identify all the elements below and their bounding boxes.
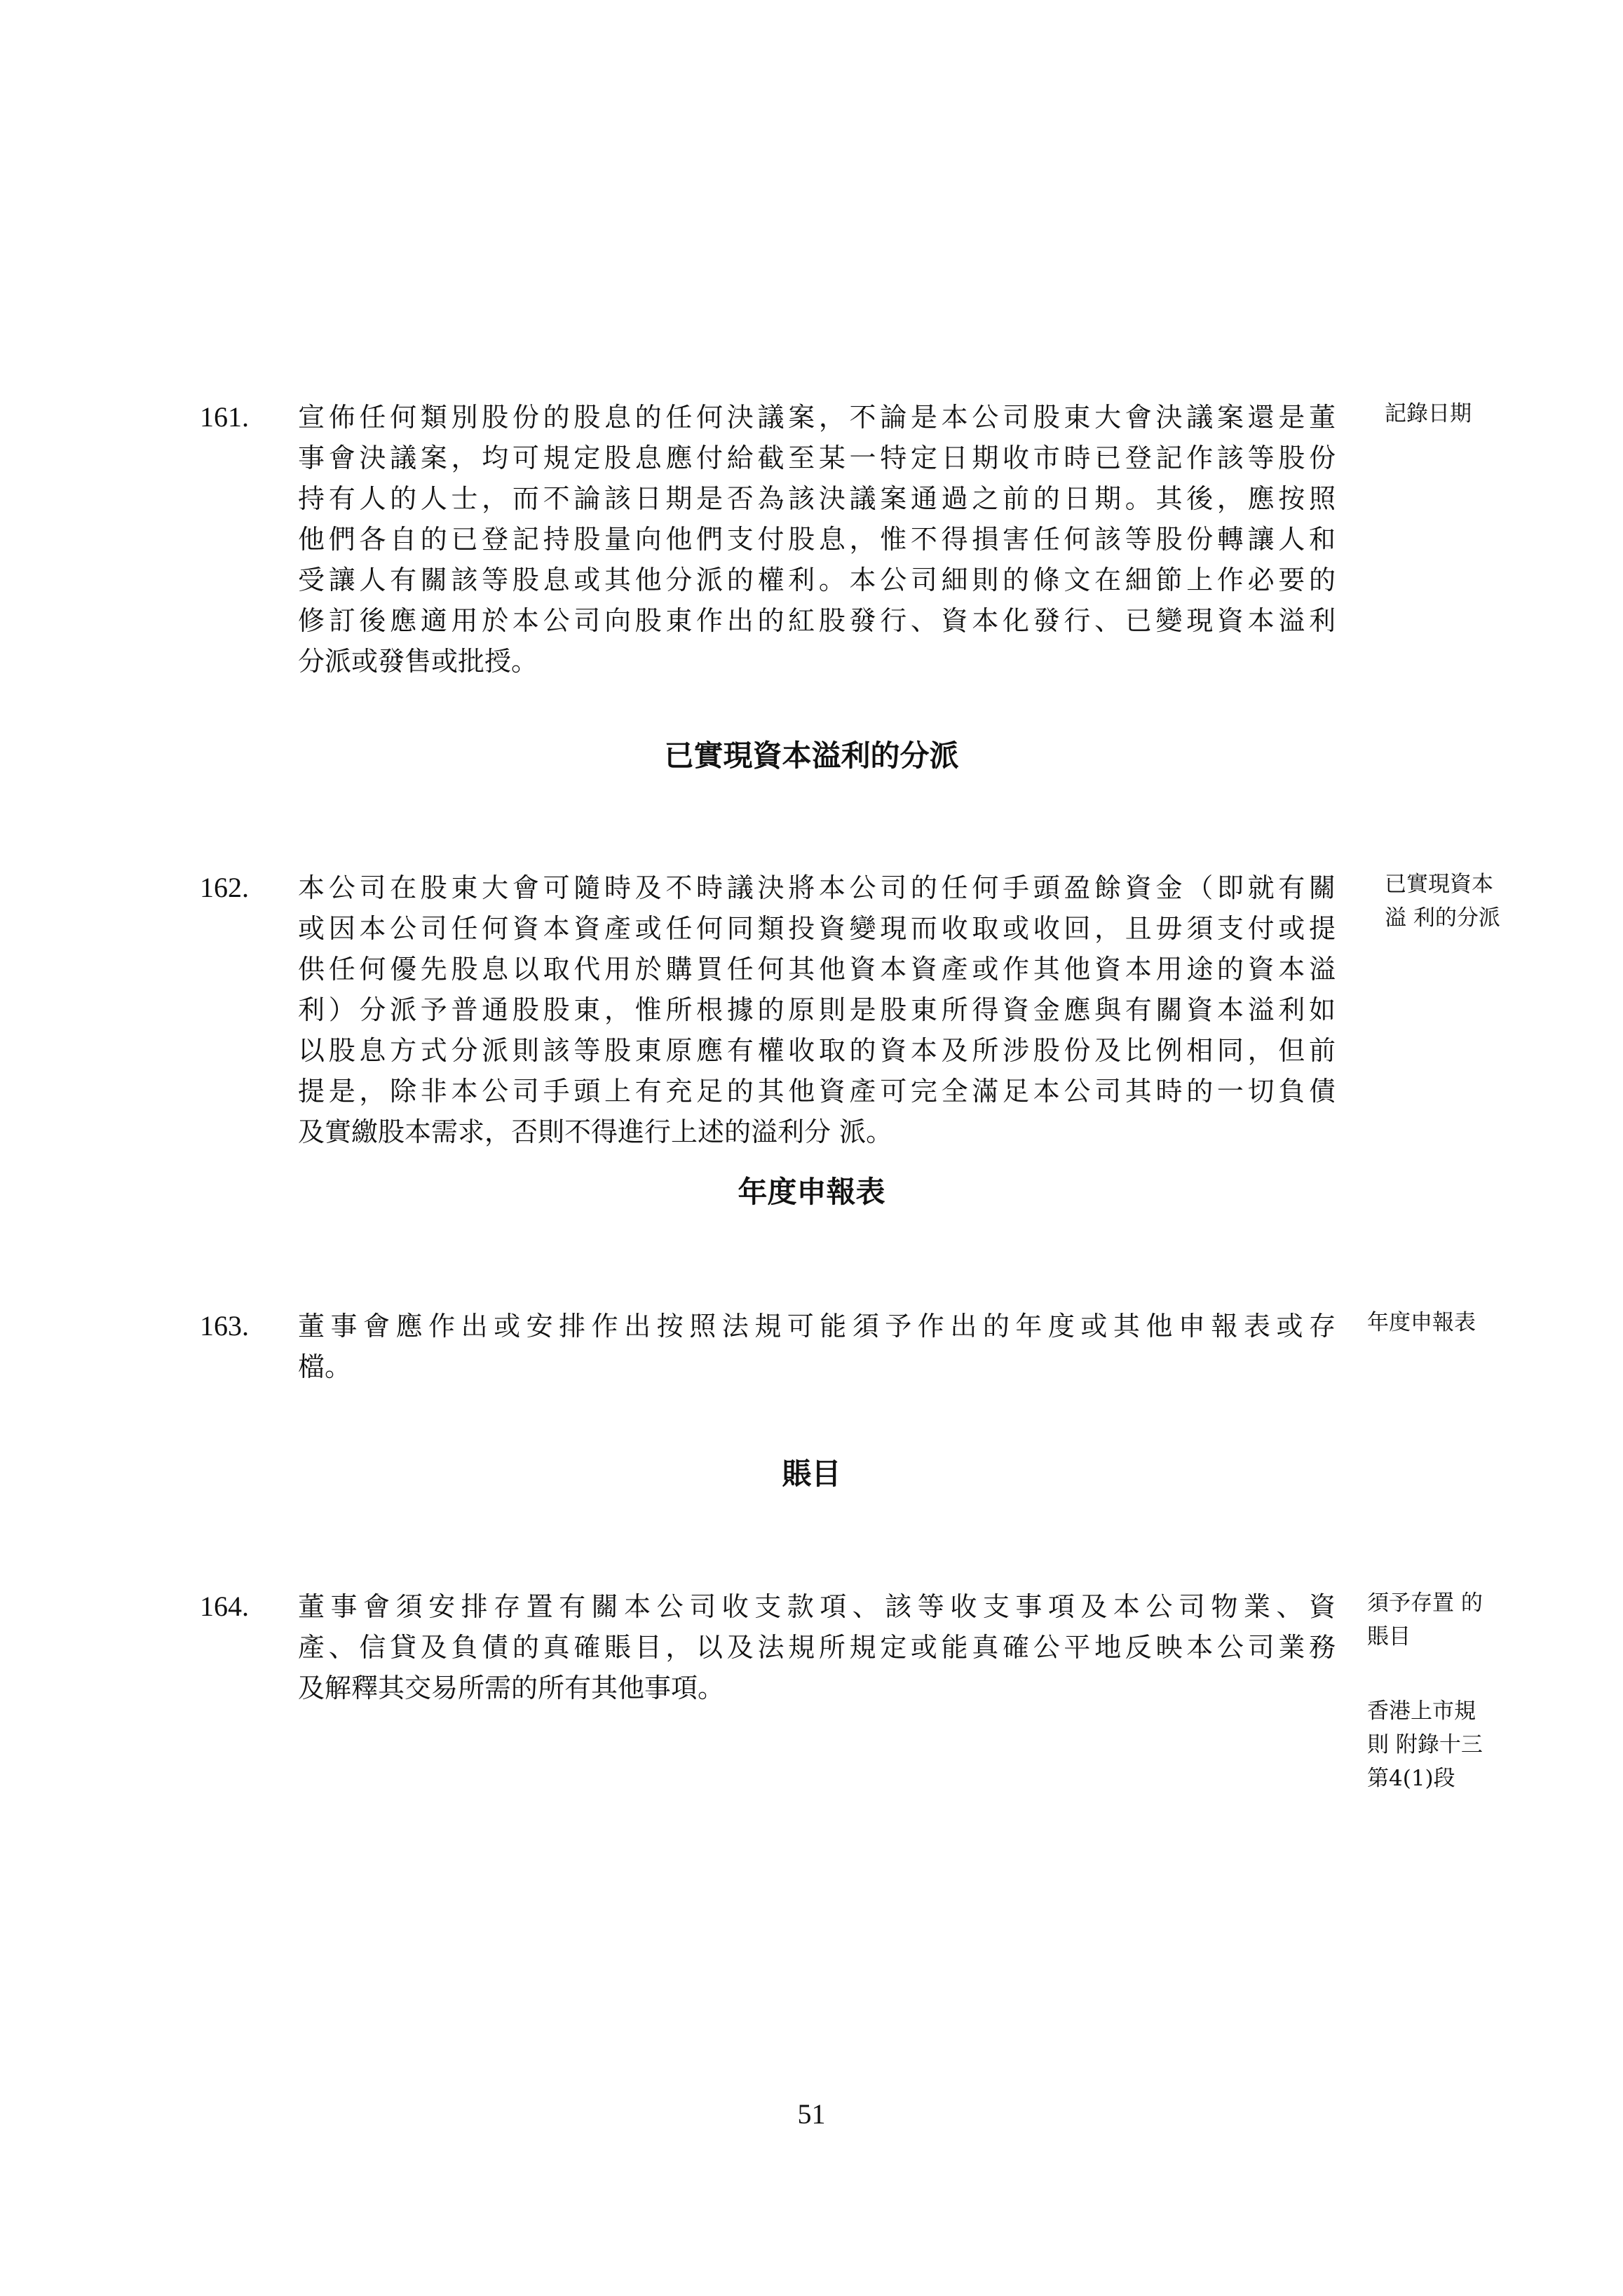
clause-text (298, 1306, 1336, 1387)
margin-note-line: 年度申報表 (1367, 1310, 1476, 1335)
clause-line: 檔。 (298, 1351, 352, 1382)
margin-note-line: 須予存置 的 (1367, 1591, 1483, 1616)
clause-line: 宣佈任何類別股份的股息的任何決議案，不論是本公司股東大會決議案還是董 (298, 402, 1336, 433)
clause-line: 及解釋其交易所需的所有其他事項。 (298, 1673, 725, 1703)
clause-line: 本公司在股東大會可隨時及不時議決將本公司的任何手頭盈餘資金（即就有關 (298, 872, 1336, 903)
margin-note-line: 香港上市規 (1367, 1699, 1476, 1724)
margin-note (1367, 1306, 1577, 1339)
margin-note-line: 則 附錄十三 (1367, 1732, 1483, 1757)
clause-line: 他們各自的已登記持股量向他們支付股息，惟不得損害任何該等股份轉讓人和 (298, 524, 1336, 555)
margin-note-spacer (1367, 1654, 1577, 1694)
clause-text (298, 1586, 1336, 1708)
margin-note (1385, 867, 1595, 935)
section-heading-accounts: 賬目 (782, 1457, 841, 1491)
clause-line: 產、信貸及負債的真確賬目，以及法規所規定或能真確公平地反映本公司業務 (298, 1632, 1336, 1663)
margin-note (1367, 1586, 1577, 1795)
margin-note (1385, 397, 1595, 431)
section-heading-annual-returns: 年度申報表 (738, 1175, 885, 1209)
margin-note-line: 溢 利的分派 (1385, 905, 1500, 931)
clause-line: 董事會應作出或安排作出按照法規可能須予作出的年度或其他申報表或存 (298, 1311, 1336, 1342)
clause-line: 供任何優先股息以取代用於購買任何其他資本資產或作其他資本用途的資本溢 (298, 954, 1336, 985)
clause-line: 修訂後應適用於本公司向股東作出的紅股發行、資本化發行、已變現資本溢利 (298, 605, 1336, 636)
clause-number: 162. (200, 872, 249, 903)
section-heading-realized-capital: 已實現資本溢利的分派 (664, 738, 959, 773)
clause-number: 163. (200, 1310, 249, 1342)
margin-note-line: 已實現資本 (1385, 872, 1493, 897)
margin-note-line: 記錄日期 (1385, 401, 1472, 426)
clause-line: 受讓人有關該等股息或其他分派的權利。本公司細則的條文在細節上作必要的 (298, 565, 1336, 595)
clause-line: 及實繳股本需求，否則不得進行上述的溢利分 派。 (298, 1116, 893, 1147)
clause-text (298, 867, 1336, 1152)
page-number: 51 (797, 2098, 826, 2130)
clause-number: 164. (200, 1591, 249, 1622)
clause-line: 以股息方式分派則該等股東原應有權收取的資本及所涉股份及比例相同，但前 (298, 1035, 1336, 1066)
clause-line: 或因本公司任何資本資產或任何同類投資變現而收取或收回，且毋須支付或提 (298, 913, 1336, 944)
clause-line: 提是，除非本公司手頭上有充足的其他資產可完全滿足本公司其時的一切負債 (298, 1076, 1336, 1107)
margin-note-line: 第4(1)段 (1367, 1766, 1455, 1791)
clause-line: 利）分派予普通股股東，惟所根據的原則是股東所得資金應與有關資本溢利如 (298, 994, 1336, 1025)
clause-line: 分派或發售或批授。 (298, 646, 538, 677)
clause-text (298, 397, 1336, 682)
clause-line: 事會決議案，均可規定股息應付給截至某一特定日期收市時已登記作該等股份 (298, 443, 1336, 473)
clause-line: 董事會須安排存置有關本公司收支款項、該等收支事項及本公司物業、資 (298, 1591, 1336, 1622)
clause-line: 持有人的人士，而不論該日期是否為該決議案通過之前的日期。其後，應按照 (298, 483, 1336, 514)
margin-note-line: 賬目 (1367, 1624, 1411, 1649)
clause-number: 161. (200, 401, 249, 433)
